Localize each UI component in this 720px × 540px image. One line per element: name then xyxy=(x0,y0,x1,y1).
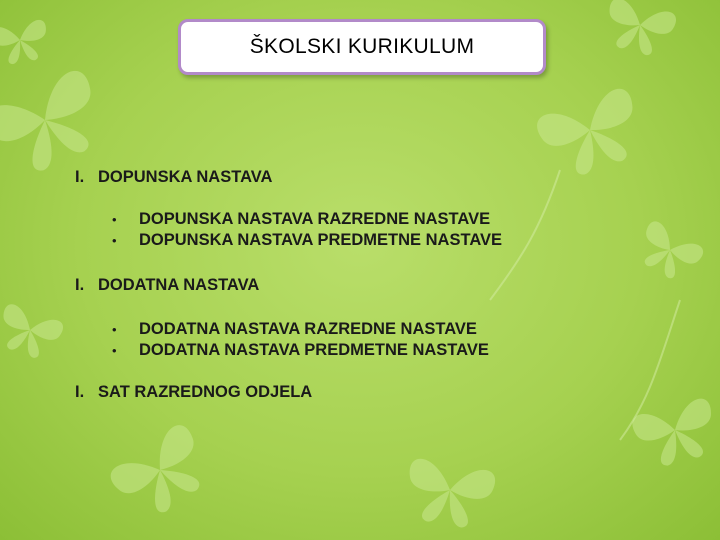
section-title: SAT RAZREDNOG ODJELA xyxy=(98,383,313,401)
list-item xyxy=(112,209,502,230)
section-title: DODATNA NASTAVA xyxy=(98,276,260,294)
section-title: DOPUNSKA NASTAVA xyxy=(98,168,273,186)
section-number: I. xyxy=(75,276,85,294)
list-item xyxy=(112,340,489,361)
bullet-icon: • xyxy=(112,233,117,248)
bullet-icon: • xyxy=(112,212,117,227)
section-number: I. xyxy=(75,168,85,186)
bullet-icon: • xyxy=(112,343,117,358)
section-number: I. xyxy=(75,383,85,401)
title-box xyxy=(178,19,546,75)
section-heading-sat-razrednog-odjela xyxy=(75,383,312,402)
bullet-icon: • xyxy=(112,322,117,337)
section-heading-dodatna xyxy=(75,276,259,295)
section-heading-dopunska xyxy=(75,168,272,187)
bullet-list-dodatna xyxy=(112,319,489,361)
list-item-text: DOPUNSKA NASTAVA RAZREDNE NASTAVE xyxy=(139,210,491,228)
list-item xyxy=(112,319,489,340)
page-title: ŠKOLSKI KURIKULUM xyxy=(249,35,475,58)
list-item-text: DODATNA NASTAVA PREDMETNE NASTAVE xyxy=(139,341,489,359)
bullet-list-dopunska xyxy=(112,209,502,251)
list-item-text: DOPUNSKA NASTAVA PREDMETNE NASTAVE xyxy=(139,231,503,249)
list-item-text: DODATNA NASTAVA RAZREDNE NASTAVE xyxy=(139,320,477,338)
list-item xyxy=(112,230,502,251)
